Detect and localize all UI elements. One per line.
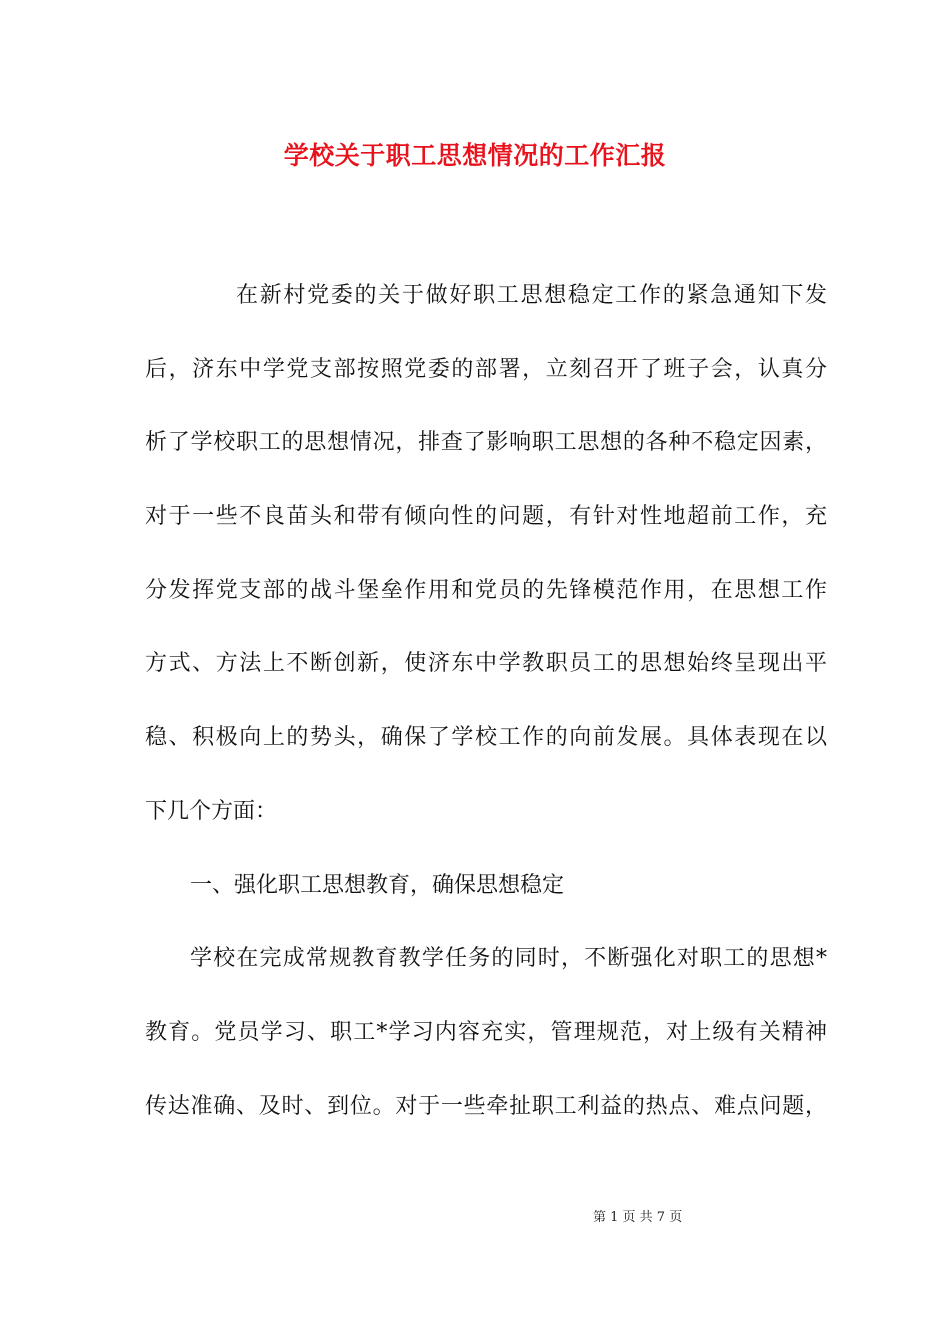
section-heading: 一、强化职工思想教育，确保思想稳定 <box>190 872 565 898</box>
document-title: 学校关于职工思想情况的工作汇报 <box>283 141 667 170</box>
paragraph-2-line: 传达准确、及时、到位。对于一些牵扯职工利益的热点、难点问题， <box>145 1093 827 1119</box>
paragraph-2-line: 学校在完成常规教育教学任务的同时，不断强化对职工的思想* <box>190 946 827 972</box>
paragraph-2-line: 教育。党员学习、职工*学习内容充实，管理规范，对上级有关精神 <box>145 1019 827 1045</box>
paragraph-1-line: 对于一些不良苗头和带有倾向性的问题，有针对性地超前工作，充 <box>145 504 827 530</box>
paragraph-1-line: 方式、方法上不断创新，使济东中学教职员工的思想始终呈现出平 <box>145 651 827 677</box>
paragraph-1-line: 分发挥党支部的战斗堡垒作用和党员的先锋模范作用，在思想工作 <box>145 577 827 603</box>
document-body <box>145 259 827 1143</box>
page-number-footer: 第 1 页 共 7 页 <box>593 1210 683 1225</box>
paragraph-1-line: 稳、积极向上的势头，确保了学校工作的向前发展。具体表现在以 <box>145 725 827 751</box>
paragraph-1-line: 在新村党委的关于做好职工思想稳定工作的紧急通知下发 <box>236 283 827 308</box>
paragraph-1-line: 下几个方面： <box>145 798 278 824</box>
paragraph-1-line: 后，济东中学党支部按照党委的部署，立刻召开了班子会，认真分 <box>145 356 827 382</box>
paragraph-1-line: 析了学校职工的思想情况，排查了影响职工思想的各种不稳定因素， <box>145 430 827 456</box>
